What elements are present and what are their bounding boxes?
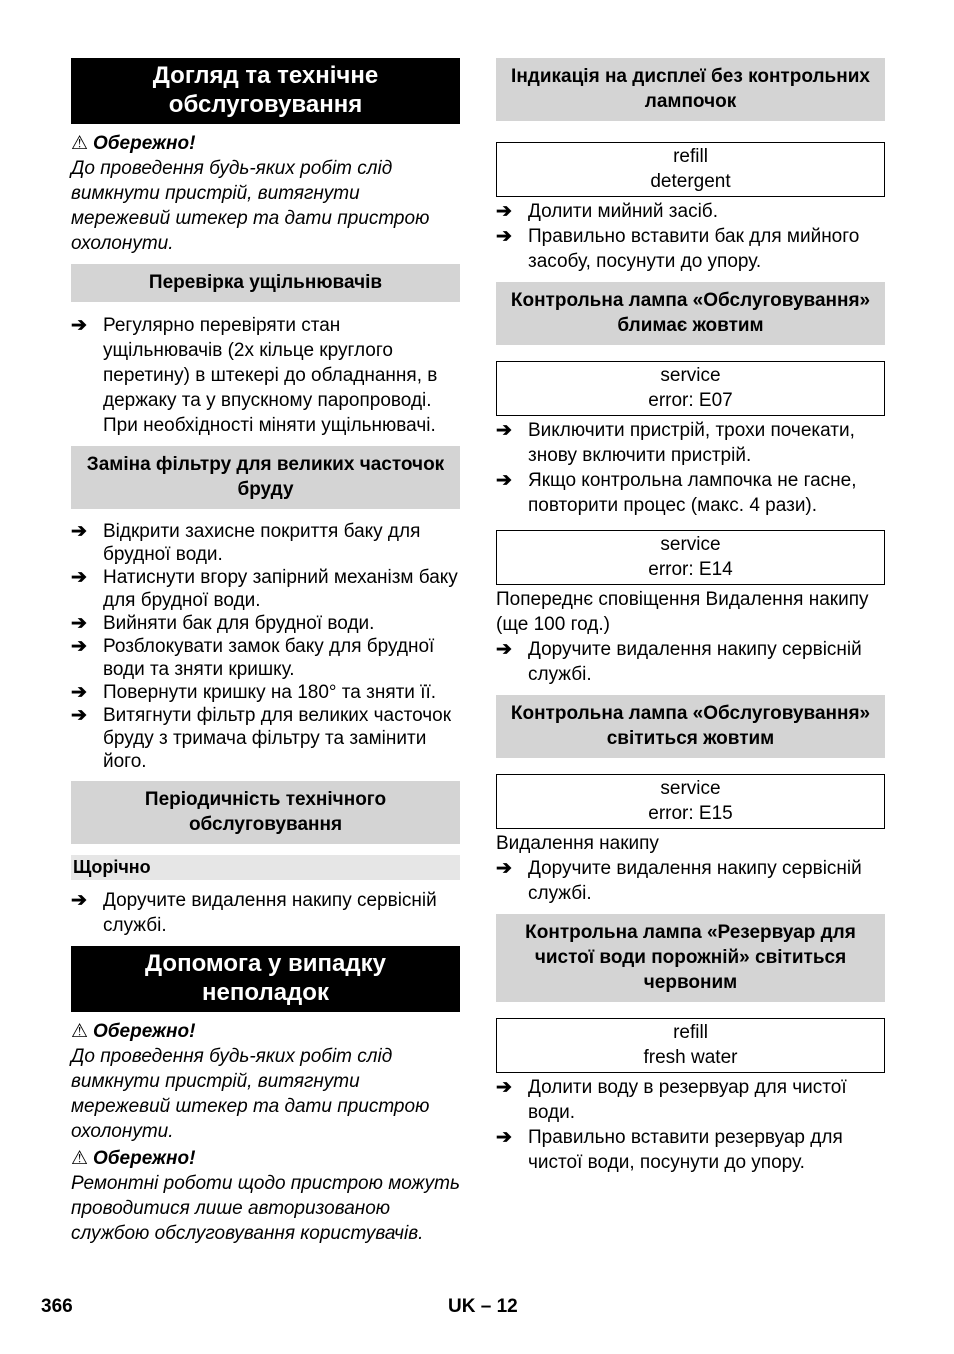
display-line-1: refill <box>673 146 708 167</box>
display-line-2: error: E14 <box>648 559 733 580</box>
display-line-1: service <box>660 365 721 386</box>
refill-detergent-display <box>496 142 885 197</box>
periodicity-heading: Періодичність технічного обслуговування <box>71 781 460 844</box>
yearly-subheading: Щорічно <box>71 855 460 880</box>
list-item <box>71 612 460 635</box>
display-line-1: refill <box>673 1022 708 1043</box>
list-item <box>71 313 460 438</box>
filter-heading: Заміна фільтру для великих часточок бруду <box>71 446 460 509</box>
list-item <box>71 635 460 681</box>
list-item <box>71 566 460 612</box>
seals-list <box>71 313 460 438</box>
water-heading: Контрольна лампа «Резервуар для чистої води порожній» світиться червоним <box>496 914 885 1002</box>
arrow-right-icon: ➔ <box>71 890 87 911</box>
arrow-right-icon: ➔ <box>71 705 87 726</box>
list-item-text: Долити воду в резервуар для чистої води. <box>528 1077 847 1123</box>
list-item <box>496 468 885 518</box>
display-line-2: error: E15 <box>648 803 733 824</box>
arrow-right-icon: ➔ <box>71 636 87 657</box>
list-item <box>71 888 460 938</box>
list-item-text: Регулярно перевіряти стан ущільнювачів (2х кільце круглого перетину) в штекері до обладнання, в держаку та у впускному паропроводі. При необхідності міняти ущільнювачі. <box>103 315 438 436</box>
refill-water-list <box>496 1075 885 1175</box>
list-item-text: Правильно вставити резервуар для чистої води, посунути до упору. <box>528 1127 843 1173</box>
arrow-right-icon: ➔ <box>496 420 512 441</box>
e15-text: Видалення накипу <box>496 833 659 854</box>
list-item-text: Правильно вставити бак для мийного засобу, посунути до упору. <box>528 226 860 272</box>
arrow-right-icon: ➔ <box>496 1127 512 1148</box>
display-line-2: error: E07 <box>648 390 733 411</box>
e07-list <box>496 418 885 518</box>
caution-3-label: Обережно! <box>93 1148 196 1169</box>
e15-display <box>496 774 885 829</box>
arrow-right-icon: ➔ <box>496 226 512 247</box>
arrow-right-icon: ➔ <box>71 682 87 703</box>
list-item <box>71 704 460 773</box>
list-item-text: Вийняти бак для брудної води. <box>103 613 375 634</box>
e07-display <box>496 361 885 416</box>
caution-3-text: Ремонтні роботи щодо пристрою можуть проводитися лише авторизованою службою обслуговування користувачів. <box>71 1173 460 1244</box>
caution-3-title <box>71 1146 460 1171</box>
display-line-2: detergent <box>650 171 731 192</box>
list-item-text: Відкрити захисне покриття баку для брудної води. <box>103 521 421 565</box>
yearly-list <box>71 888 460 938</box>
troubleshooting-heading: Допомога у випадку неполадок <box>71 946 460 1012</box>
filter-list <box>71 520 460 773</box>
display-heading: Індикація на дисплеї без контрольних лампочок <box>496 58 885 121</box>
display-line-1: service <box>660 534 721 555</box>
e14-display <box>496 530 885 585</box>
section-marker: UK – 12 <box>448 1296 518 1317</box>
refill-detergent-list <box>496 199 885 274</box>
page-number: 366 <box>41 1296 73 1317</box>
list-item-text: Повернути кришку на 180° та зняти її. <box>103 682 437 703</box>
list-item <box>496 856 885 906</box>
list-item <box>71 520 460 566</box>
list-item-text: Витягнути фільтр для великих часточок бруду з тримача фільтру та замінити його. <box>103 705 452 772</box>
service-lit-heading: Контрольна лампа «Обслуговування» світиться жовтим <box>496 695 885 758</box>
e14-list <box>496 637 885 687</box>
list-item-text: Доручите видалення накипу сервісній службі. <box>528 858 862 904</box>
arrow-right-icon: ➔ <box>71 567 87 588</box>
service-blink-heading: Контрольна лампа «Обслуговування» блимає жовтим <box>496 282 885 345</box>
warning-triangle-icon: ⚠ <box>71 1148 89 1169</box>
warning-triangle-icon: ⚠ <box>71 133 89 154</box>
maintenance-heading: Догляд та технічне обслуговування <box>71 58 460 124</box>
e14-text: Попереднє сповіщення Видалення накипу (ще 100 год.) <box>496 589 869 635</box>
caution-1-label: Обережно! <box>93 133 196 154</box>
arrow-right-icon: ➔ <box>496 639 512 660</box>
list-item-text: Виключити пристрій, трохи почекати, знову включити пристрій. <box>528 420 855 466</box>
caution-1-text: До проведення будь-яких робіт слід вимкнути пристрій, витягнути мережевий штекер та дати пристрою охолонути. <box>71 158 430 254</box>
list-item <box>496 1125 885 1175</box>
list-item <box>496 199 885 224</box>
list-item <box>496 224 885 274</box>
list-item-text: Натиснути вгору запірний механізм баку для брудної води. <box>103 567 458 611</box>
arrow-right-icon: ➔ <box>496 1077 512 1098</box>
caution-2-text: До проведення будь-яких робіт слід вимкнути пристрій, витягнути мережевий штекер та дати пристрою охолонути. <box>71 1046 430 1142</box>
warning-triangle-icon: ⚠ <box>71 1021 89 1042</box>
right-column <box>496 58 885 1183</box>
caution-2-label: Обережно! <box>93 1021 196 1042</box>
arrow-right-icon: ➔ <box>71 315 87 336</box>
arrow-right-icon: ➔ <box>496 858 512 879</box>
seals-heading: Перевірка ущільнювачів <box>71 264 460 302</box>
list-item <box>496 418 885 468</box>
list-item-text: Доручите видалення накипу сервісній службі. <box>103 890 437 936</box>
display-line-2: fresh water <box>643 1047 738 1068</box>
list-item <box>71 681 460 704</box>
display-line-1: service <box>660 778 721 799</box>
arrow-right-icon: ➔ <box>71 521 87 542</box>
caution-2-title <box>71 1019 460 1044</box>
list-item-text: Якщо контрольна лампочка не гасне, повторити процес (макс. 4 рази). <box>528 470 857 516</box>
refill-water-display <box>496 1018 885 1073</box>
left-column <box>71 58 460 1246</box>
list-item-text: Долити мийний засіб. <box>528 201 718 222</box>
list-item <box>496 637 885 687</box>
caution-1-title <box>71 131 460 156</box>
list-item <box>496 1075 885 1125</box>
e15-list <box>496 856 885 906</box>
arrow-right-icon: ➔ <box>496 470 512 491</box>
list-item-text: Розблокувати замок баку для брудної води та зняти кришку. <box>103 636 435 680</box>
arrow-right-icon: ➔ <box>496 201 512 222</box>
arrow-right-icon: ➔ <box>71 613 87 634</box>
list-item-text: Доручите видалення накипу сервісній службі. <box>528 639 862 685</box>
